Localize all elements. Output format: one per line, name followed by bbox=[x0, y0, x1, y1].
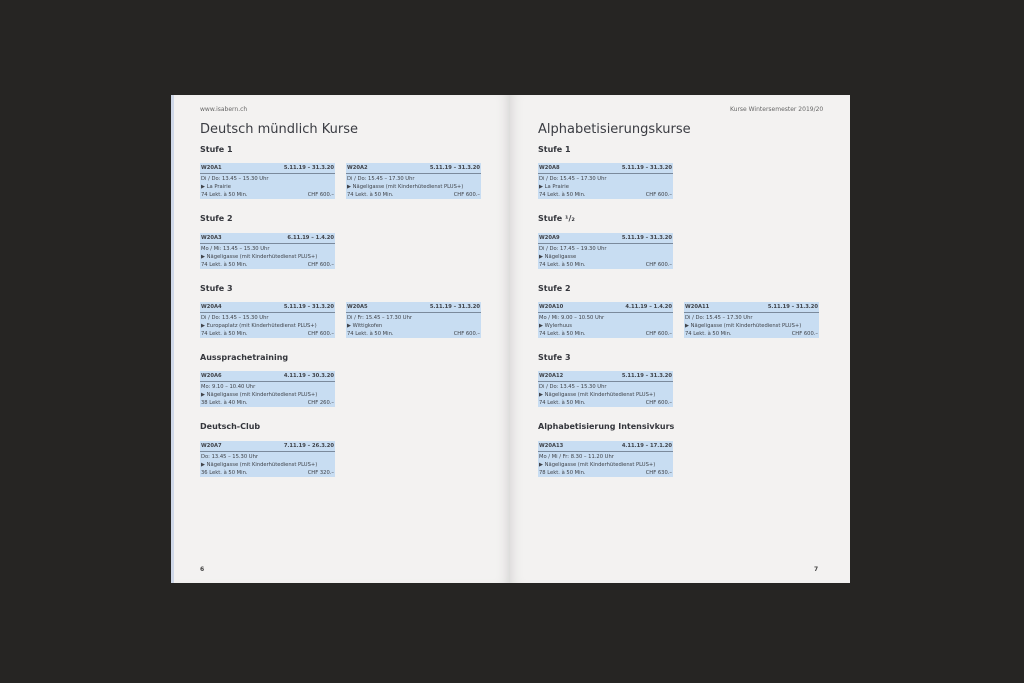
course-code: W20A3 bbox=[201, 235, 222, 241]
course-time: Do: 13.45 – 15.30 Uhr bbox=[201, 454, 259, 460]
section-heading: Stufe 1 bbox=[200, 145, 233, 154]
course-place: ▶ Nägeligasse bbox=[539, 254, 577, 260]
course-card bbox=[200, 233, 335, 269]
course-place: ▶ Nägeligasse (mit Kinderhütedienst PLUS+) bbox=[685, 323, 802, 329]
course-price: CHF 600.– bbox=[453, 192, 480, 198]
course-dates: 5.11.19 – 31.3.20 bbox=[429, 304, 480, 310]
course-lessons: 74 Lekt. à 50 Min. bbox=[539, 192, 586, 198]
course-place: ▶ Nägeligasse (mit Kinderhütedienst PLUS+) bbox=[347, 184, 464, 190]
course-time: Mo: 9.10 – 10.40 Uhr bbox=[201, 384, 256, 390]
course-time: Mo / Mi / Fr: 8.30 – 11.20 Uhr bbox=[539, 454, 614, 460]
course-time: Di / Do: 13.45 – 15.30 Uhr bbox=[201, 176, 269, 182]
course-lessons: 74 Lekt. à 50 Min. bbox=[201, 262, 248, 268]
course-price: CHF 320.– bbox=[307, 470, 334, 476]
course-card bbox=[200, 371, 335, 407]
course-price: CHF 600.– bbox=[645, 400, 672, 406]
course-price: CHF 260.– bbox=[307, 400, 334, 406]
course-place: ▶ Nägeligasse (mit Kinderhütedienst PLUS+) bbox=[201, 392, 318, 398]
course-lessons: 36 Lekt. à 50 Min. bbox=[201, 470, 248, 476]
course-price: CHF 600.– bbox=[645, 262, 672, 268]
section-heading: Deutsch-Club bbox=[200, 422, 261, 431]
course-time: Di / Do: 13.45 – 15.30 Uhr bbox=[201, 315, 269, 321]
course-lessons: 74 Lekt. à 50 Min. bbox=[347, 192, 394, 198]
course-lessons: 74 Lekt. à 50 Min. bbox=[201, 331, 248, 337]
course-place: ▶ Wittigkofen bbox=[347, 323, 383, 329]
course-time: Mo / Mi: 9.00 – 10.50 Uhr bbox=[539, 315, 605, 321]
section-heading: Stufe 1 bbox=[538, 145, 571, 154]
course-dates: 4.11.19 – 1.4.20 bbox=[625, 304, 672, 310]
course-time: Di / Do: 15.45 – 17.30 Uhr bbox=[539, 176, 607, 182]
course-card bbox=[200, 302, 335, 338]
course-place: ▶ Nägeligasse (mit Kinderhütedienst PLUS+) bbox=[539, 462, 656, 468]
course-time: Di / Do: 15.45 – 17.30 Uhr bbox=[685, 315, 753, 321]
section-heading: Stufe 3 bbox=[538, 353, 571, 362]
course-place: ▶ Europaplatz (mit Kinderhütedienst PLUS+) bbox=[201, 323, 317, 329]
course-card bbox=[538, 302, 673, 338]
course-time: Mo / Mi: 13.45 – 15.30 Uhr bbox=[201, 246, 270, 252]
course-lessons: 74 Lekt. à 50 Min. bbox=[685, 331, 732, 337]
section-heading: Stufe ¹/₂ bbox=[538, 214, 575, 223]
course-place: ▶ Nägeligasse (mit Kinderhütedienst PLUS+) bbox=[201, 462, 318, 468]
running-header: Kurse Wintersemester 2019/20 bbox=[730, 106, 824, 113]
course-dates: 5.11.19 – 31.3.20 bbox=[283, 165, 334, 171]
course-code: W20A10 bbox=[539, 304, 564, 310]
course-code: W20A1 bbox=[201, 165, 222, 171]
section-heading: Stufe 3 bbox=[200, 284, 233, 293]
page-title-right: Alphabetisierungskurse bbox=[538, 122, 691, 137]
section-heading: Stufe 2 bbox=[200, 214, 233, 223]
course-dates: 5.11.19 – 31.3.20 bbox=[621, 235, 672, 241]
page-title-left: Deutsch mündlich Kurse bbox=[200, 122, 359, 137]
course-lessons: 38 Lekt. à 40 Min. bbox=[201, 400, 248, 406]
course-dates: 7.11.19 – 26.3.20 bbox=[283, 443, 334, 449]
course-time: Di / Do: 15.45 – 17.30 Uhr bbox=[347, 176, 415, 182]
course-lessons: 74 Lekt. à 50 Min. bbox=[539, 400, 586, 406]
course-time: Di / Do: 13.45 – 15.30 Uhr bbox=[539, 384, 607, 390]
course-price: CHF 600.– bbox=[645, 192, 672, 198]
course-lessons: 74 Lekt. à 50 Min. bbox=[539, 262, 586, 268]
course-place: ▶ La Prairie bbox=[539, 184, 569, 190]
course-dates: 4.11.19 – 17.1.20 bbox=[621, 443, 672, 449]
course-place: ▶ Nägeligasse (mit Kinderhütedienst PLUS+) bbox=[539, 392, 656, 398]
course-card bbox=[538, 371, 673, 407]
course-card bbox=[538, 441, 673, 477]
book-spine bbox=[171, 95, 174, 583]
course-price: CHF 600.– bbox=[791, 331, 818, 337]
website-url: www.isabern.ch bbox=[200, 106, 248, 113]
course-place: ▶ Wylerhuus bbox=[539, 323, 572, 329]
course-dates: 5.11.19 – 31.3.20 bbox=[621, 373, 672, 379]
page-number-right: 7 bbox=[814, 566, 819, 573]
course-price: CHF 600.– bbox=[453, 331, 480, 337]
section-heading: Aussprachetraining bbox=[200, 353, 289, 362]
course-code: W20A13 bbox=[539, 443, 564, 449]
course-lessons: 74 Lekt. à 50 Min. bbox=[201, 192, 248, 198]
page-number-left: 6 bbox=[200, 566, 205, 573]
course-place: ▶ Nägeligasse (mit Kinderhütedienst PLUS+) bbox=[201, 254, 318, 260]
course-card bbox=[200, 163, 335, 199]
course-code: W20A4 bbox=[201, 304, 222, 310]
course-dates: 5.11.19 – 31.3.20 bbox=[767, 304, 818, 310]
course-card bbox=[538, 163, 673, 199]
course-price: CHF 600.– bbox=[307, 262, 334, 268]
course-price: CHF 630.– bbox=[645, 470, 672, 476]
course-dates: 4.11.19 – 30.3.20 bbox=[283, 373, 334, 379]
section-heading: Alphabetisierung Intensivkurs bbox=[538, 422, 675, 431]
course-dates: 5.11.19 – 31.3.20 bbox=[621, 165, 672, 171]
course-lessons: 74 Lekt. à 50 Min. bbox=[347, 331, 394, 337]
course-code: W20A9 bbox=[539, 235, 560, 241]
course-lessons: 74 Lekt. à 50 Min. bbox=[539, 331, 586, 337]
course-code: W20A7 bbox=[201, 443, 222, 449]
course-code: W20A5 bbox=[347, 304, 368, 310]
course-lessons: 78 Lekt. à 50 Min. bbox=[539, 470, 586, 476]
course-time: Di / Fr: 15.45 – 17.30 Uhr bbox=[347, 315, 412, 321]
section-heading: Stufe 2 bbox=[538, 284, 571, 293]
course-price: CHF 600.– bbox=[645, 331, 672, 337]
course-dates: 6.11.19 – 1.4.20 bbox=[287, 235, 334, 241]
course-card bbox=[346, 302, 481, 338]
course-card bbox=[538, 233, 673, 269]
course-price: CHF 600.– bbox=[307, 192, 334, 198]
course-code: W20A2 bbox=[347, 165, 368, 171]
course-card bbox=[346, 163, 481, 199]
course-dates: 5.11.19 – 31.3.20 bbox=[429, 165, 480, 171]
course-card bbox=[200, 441, 335, 477]
course-code: W20A12 bbox=[539, 373, 564, 379]
course-code: W20A8 bbox=[539, 165, 560, 171]
course-time: Di / Do: 17.45 – 19.30 Uhr bbox=[539, 246, 607, 252]
course-dates: 5.11.19 – 31.3.20 bbox=[283, 304, 334, 310]
course-code: W20A11 bbox=[685, 304, 710, 310]
course-code: W20A6 bbox=[201, 373, 222, 379]
course-price: CHF 600.– bbox=[307, 331, 334, 337]
course-place: ▶ La Prairie bbox=[201, 184, 231, 190]
course-card bbox=[684, 302, 819, 338]
